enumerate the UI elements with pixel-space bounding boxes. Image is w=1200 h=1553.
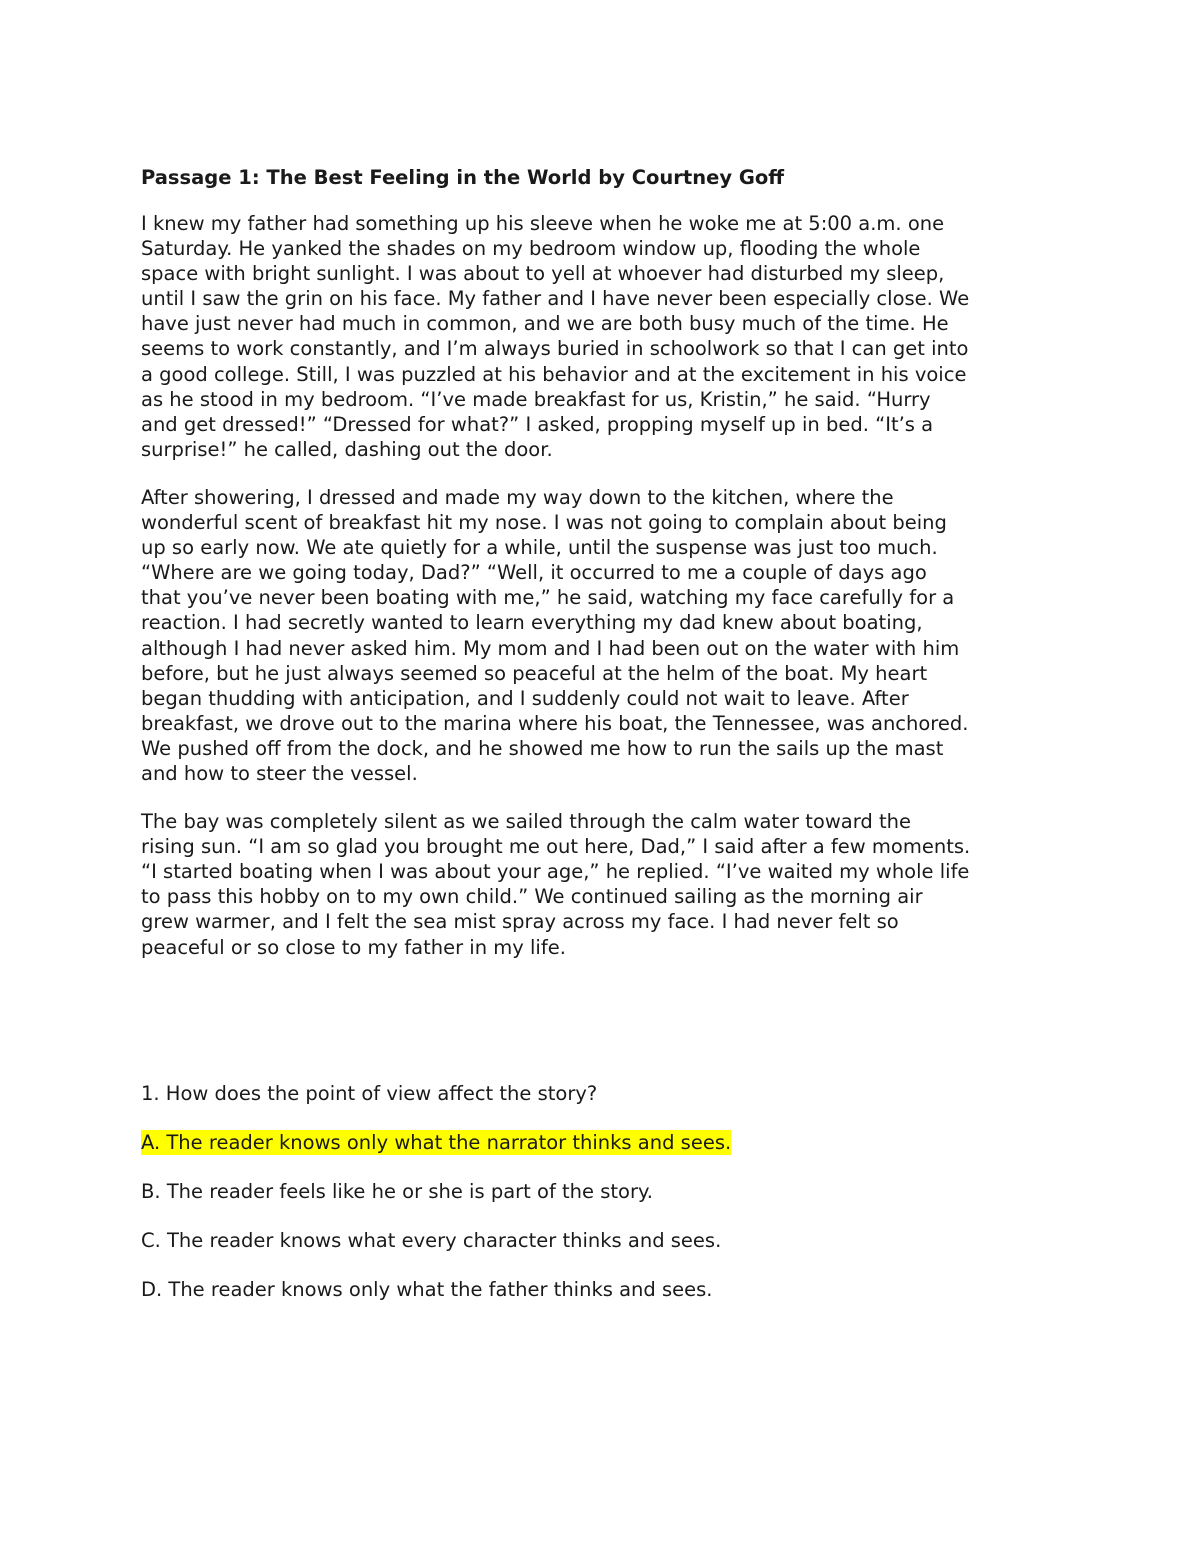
text-line: until I saw the grin on his face. My father and I have never been especially close. We (141, 287, 970, 311)
paragraph-2 (141, 485, 1066, 786)
blank-space (141, 983, 1066, 1079)
text-line: space with bright sunlight. I was about to yell at whoever had disturbed my sleep, (141, 262, 945, 286)
text-line: After showering, I dressed and made my way down to the kitchen, where the (141, 485, 894, 509)
paragraph-1 (141, 211, 1066, 462)
answer-choice-text: D. The reader knows only what the father thinks and sees. (141, 1277, 713, 1301)
text-line: a good college. Still, I was puzzled at his behavior and at the excitement in his voice (141, 362, 967, 386)
text-line: We pushed off from the dock, and he showed me how to run the sails up the mast (141, 736, 944, 760)
text-line: surprise!” he called, dashing out the door. (141, 437, 553, 461)
answer-choice-a (141, 1128, 1066, 1158)
text-line: grew warmer, and I felt the sea mist spray across my face. I had never felt so (141, 910, 899, 934)
passage-title: Passage 1: The Best Feeling in the World by Courtney Goff (141, 166, 785, 189)
answer-choice-c (141, 1226, 1066, 1256)
text-line: “I started boating when I was about your age,” he replied. “I’ve waited my whole life (141, 860, 970, 884)
answer-choice-d (141, 1275, 1066, 1305)
text-line: before, but he just always seemed so peaceful at the helm of the boat. My heart (141, 661, 928, 685)
text-line: seems to work constantly, and I’m always buried in schoolwork so that I can get into (141, 337, 969, 361)
answer-choice-text: C. The reader knows what every character thinks and sees. (141, 1228, 722, 1252)
text-line: breakfast, we drove out to the marina where his boat, the Tennessee, was anchored. (141, 711, 969, 735)
text-line: reaction. I had secretly wanted to learn everything my dad knew about boating, (141, 611, 923, 635)
answer-choice-text: B. The reader feels like he or she is part of the story. (141, 1179, 653, 1203)
text-line: began thudding with anticipation, and I suddenly could not wait to leave. After (141, 686, 909, 710)
text-line: wonderful scent of breakfast hit my nose. I was not going to complain about being (141, 511, 947, 535)
text-line: peaceful or so close to my father in my life. (141, 935, 566, 959)
text-line: I knew my father had something up his sleeve when he woke me at 5:00 a.m. one (141, 212, 945, 235)
text-line: “Where are we going today, Dad?” “Well, it occurred to me a couple of days ago (141, 561, 927, 585)
text-line: as he stood in my bedroom. “I’ve made breakfast for us, Kristin,” he said. “Hurry (141, 387, 931, 411)
text-line: that you’ve never been boating with me,” he said, watching my face carefully for a (141, 586, 955, 610)
answer-choice-text: A. The reader knows only what the narrator thinks and sees. (141, 1130, 732, 1154)
text-line: and how to steer the vessel. (141, 761, 418, 785)
text-line: up so early now. We ate quietly for a while, until the suspense was just too much. (141, 536, 938, 560)
answer-choice-b (141, 1177, 1066, 1207)
text-line: and get dressed!” “Dressed for what?” I asked, propping myself up in bed. “It’s a (141, 412, 934, 436)
text-line: although I had never asked him. My mom and I had been out on the water with him (141, 636, 960, 660)
text-line: have just never had much in common, and we are both busy much of the time. He (141, 312, 949, 336)
document-page (141, 163, 1066, 1324)
text-line: to pass this hobby on to my own child.” We continued sailing as the morning air (141, 885, 923, 909)
question-prompt: 1. How does the point of view affect the story? (141, 1081, 598, 1105)
paragraph-3 (141, 809, 1066, 960)
text-line: Saturday. He yanked the shades on my bedroom window up, flooding the whole (141, 237, 921, 261)
text-line: rising sun. “I am so glad you brought me out here, Dad,” I said after a few moments. (141, 835, 971, 859)
text-line: The bay was completely silent as we sailed through the calm water toward the (141, 810, 911, 834)
